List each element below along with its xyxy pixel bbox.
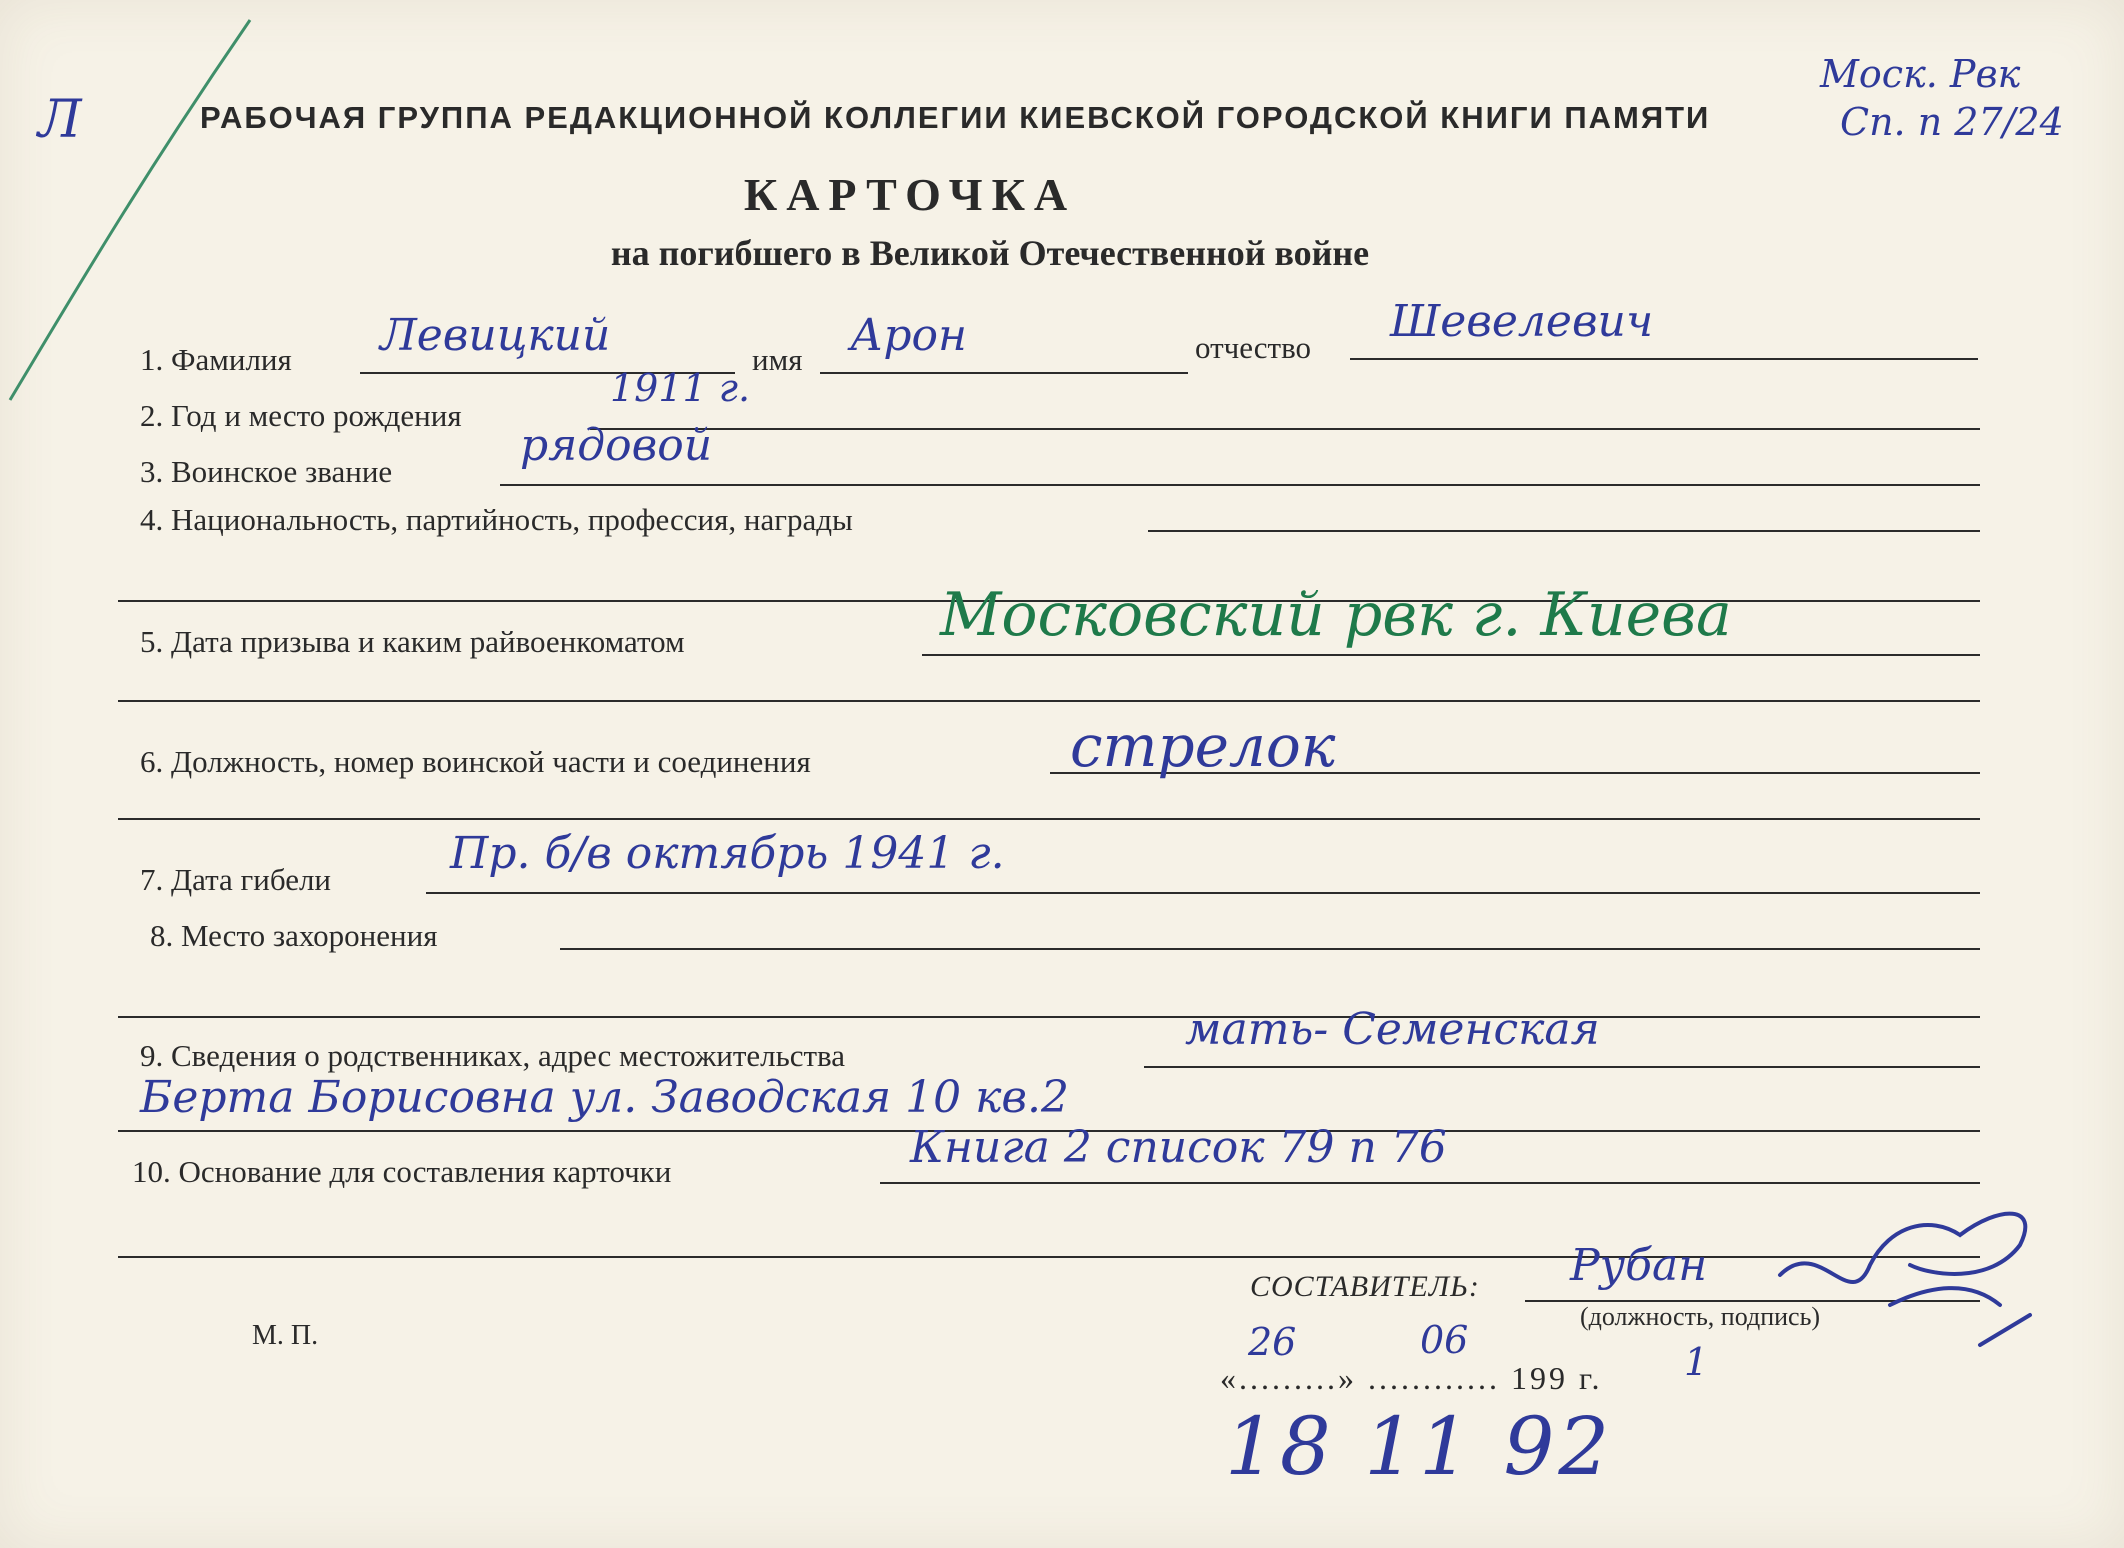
- name-line: [820, 372, 1188, 374]
- birth-label: 2. Год и место рождения: [140, 398, 462, 433]
- basis-value: Книга 2 список 79 п 76: [910, 1122, 1447, 1173]
- card-title: КАРТОЧКА: [743, 169, 1077, 220]
- signature-caption: (должность, подпись): [1580, 1302, 1821, 1331]
- name-label: имя: [752, 342, 803, 377]
- burial-line-1: [560, 948, 1980, 950]
- compiler-name: Рубан: [1570, 1240, 1708, 1291]
- death-date-value: Пр. б/в октябрь 1941 г.: [450, 828, 1005, 879]
- birth-value: 1911 г.: [610, 366, 751, 410]
- card-subtitle: на погибшего в Великой Отечественной войне: [610, 233, 1370, 273]
- burial-label: 8. Место захоронения: [150, 918, 438, 953]
- relatives-value-1: мать- Семенская: [1185, 1004, 1600, 1055]
- compiler-label: СОСТАВИТЕЛЬ:: [1250, 1270, 1480, 1303]
- death-date-label: 7. Дата гибели: [140, 862, 332, 897]
- position-label: 6. Должность, номер воинской части и соединения: [140, 744, 811, 779]
- compiled-day: 26: [1248, 1320, 1297, 1364]
- draft-value: Московский рвк г. Киева: [940, 580, 1732, 650]
- nationality-label: 4. Национальность, партийность, профессия, награды: [140, 502, 853, 537]
- relatives-line-1: [1144, 1066, 1980, 1068]
- rank-value: рядовой: [520, 420, 713, 471]
- burial-line-2: [118, 1016, 1980, 1018]
- relatives-value-2: Берта Борисовна ул. Заводская 10 кв.2: [140, 1072, 1070, 1123]
- relatives-label: 9. Сведения о родственниках, адрес местожительства: [140, 1038, 846, 1073]
- nationality-line-1: [1148, 530, 1980, 532]
- surname-label: 1. Фамилия: [140, 342, 292, 377]
- bottom-date: 18 11 92: [1225, 1400, 1614, 1493]
- surname-value: Левицкий: [380, 310, 611, 361]
- draft-line-1: [922, 654, 1980, 656]
- org-heading: РАБОЧАЯ ГРУППА РЕДАКЦИОННОЙ КОЛЛЕГИИ КИЕВСКОЙ ГОРОДСКОЙ КНИГИ ПАМЯТИ: [200, 100, 1711, 135]
- patronymic-value: Шевелевич: [1390, 296, 1654, 347]
- basis-line-1: [880, 1182, 1980, 1184]
- compiler-signature: [1760, 1195, 2060, 1375]
- patronymic-line: [1350, 358, 1978, 360]
- rank-label: 3. Воинское звание: [140, 454, 393, 489]
- corner-mark: Л: [38, 90, 82, 150]
- top-right-note-1: Моск. Рвк: [1820, 52, 2021, 96]
- top-right-note-2: Сп. п 27/24: [1840, 100, 2064, 144]
- compiled-year-digit: 1: [1684, 1340, 1709, 1384]
- patronymic-label: отчество: [1195, 330, 1311, 365]
- death-date-line: [426, 892, 1980, 894]
- birth-line: [590, 428, 1980, 430]
- name-value: Арон: [850, 310, 967, 361]
- stamp-place: М. П.: [252, 1320, 319, 1351]
- position-line-2: [118, 818, 1980, 820]
- position-value: стрелок: [1070, 712, 1336, 780]
- rank-line: [500, 484, 1980, 486]
- compiled-month: 06: [1420, 1318, 1469, 1362]
- draft-label: 5. Дата призыва и каким райвоенкоматом: [140, 624, 685, 659]
- basis-label: 10. Основание для составления карточки: [132, 1154, 672, 1189]
- draft-line-2: [118, 700, 1980, 702]
- compiled-date-line: «.........» ............ 199 г.: [1220, 1360, 1603, 1396]
